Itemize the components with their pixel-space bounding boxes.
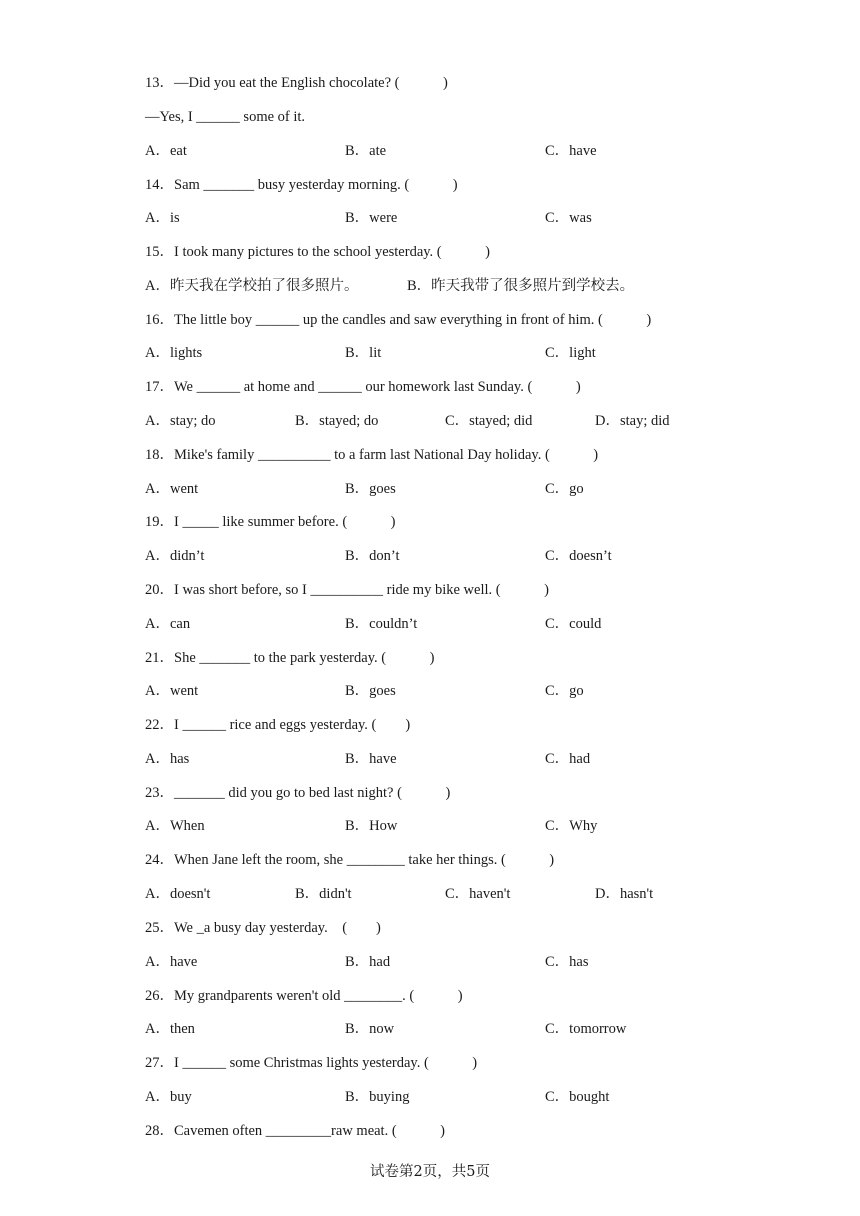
question-22-option-a: A．has	[145, 751, 190, 767]
question-16-option-b: B．lit	[345, 345, 382, 361]
question-17-option-c: C．stayed; did	[445, 413, 533, 429]
question-23-option-b: B．How	[345, 818, 398, 834]
question-21-option-b: B．goes	[345, 683, 396, 699]
question-25-stem: 25．We _a busy day yesterday. ( )	[145, 920, 381, 936]
question-19-option-c: C．doesn’t	[545, 548, 612, 564]
question-24-stem: 24．When Jane left the room, she ________ take her things. ( )	[145, 852, 555, 868]
question-21-option-a: A．went	[145, 683, 199, 699]
question-14-option-a: A．is	[145, 210, 180, 226]
question-22-stem: 22．I ______ rice and eggs yesterday. ( )	[145, 717, 411, 733]
question-15-stem: 15．I took many pictures to the school yesterday. ( )	[145, 244, 490, 260]
question-13-stem: 13．—Did you eat the English chocolate? ( )	[145, 75, 448, 91]
question-27-stem: 27．I ______ some Christmas lights yesterday. ( )	[145, 1055, 478, 1071]
question-26-stem: 26．My grandparents weren't old ________. ( )	[145, 988, 463, 1004]
page-footer: 试卷第2页，共5页	[370, 1164, 490, 1180]
question-27-option-c: C．bought	[545, 1089, 610, 1105]
question-26-option-b: B．now	[345, 1021, 395, 1037]
question-18-stem: 18．Mike's family __________ to a farm last National Day holiday. ( )	[145, 447, 599, 463]
question-18-option-b: B．goes	[345, 481, 396, 497]
question-15-option-b: B．昨天我带了很多照片到学校去。	[407, 278, 635, 294]
question-27-option-a: A．buy	[145, 1089, 192, 1105]
question-23-option-a: A．When	[145, 818, 205, 834]
question-17-option-d: D．stay; did	[595, 413, 670, 429]
question-24-option-c: C．haven't	[445, 886, 511, 902]
question-18-option-c: C．go	[545, 481, 584, 497]
question-16-stem: 16．The little boy ______ up the candles and saw everything in front of him. ( )	[145, 312, 652, 328]
question-24-option-a: A．doesn't	[145, 886, 211, 902]
question-16-option-c: C．light	[545, 345, 596, 361]
question-16-option-a: A．lights	[145, 345, 203, 361]
question-13-answer-line: —Yes, I ______ some of it.	[145, 109, 306, 125]
question-28-stem: 28．Cavemen often _________raw meat. ( )	[145, 1123, 445, 1139]
question-25-option-a: A．have	[145, 954, 198, 970]
question-20-stem: 20．I was short before, so I __________ ride my bike well. ( )	[145, 582, 549, 598]
question-19-option-a: A．didn’t	[145, 548, 205, 564]
question-27-option-b: B．buying	[345, 1089, 410, 1105]
question-13-option-c: C．have	[545, 143, 597, 159]
question-17-option-b: B．stayed; do	[295, 413, 379, 429]
question-20-option-b: B．couldn’t	[345, 616, 418, 632]
question-19-option-b: B．don’t	[345, 548, 400, 564]
question-22-option-c: C．had	[545, 751, 591, 767]
question-24-option-d: D．hasn't	[595, 886, 654, 902]
question-26-option-a: A．then	[145, 1021, 195, 1037]
question-20-option-a: A．can	[145, 616, 191, 632]
question-15-option-a: A．昨天我在学校拍了很多照片。	[145, 278, 359, 294]
question-21-option-c: C．go	[545, 683, 584, 699]
question-14-option-b: B．were	[345, 210, 398, 226]
question-21-stem: 21．She _______ to the park yesterday. ( )	[145, 650, 435, 666]
question-25-option-c: C．has	[545, 954, 589, 970]
question-22-option-b: B．have	[345, 751, 397, 767]
question-24-option-b: B．didn't	[295, 886, 352, 902]
question-17-stem: 17．We ______ at home and ______ our homework last Sunday. ( )	[145, 379, 581, 395]
question-19-stem: 19．I _____ like summer before. ( )	[145, 514, 396, 530]
question-23-option-c: C．Why	[545, 818, 598, 834]
question-13-option-b: B．ate	[345, 143, 387, 159]
question-26-option-c: C．tomorrow	[545, 1021, 627, 1037]
question-13-option-a: A．eat	[145, 143, 187, 159]
question-14-option-c: C．was	[545, 210, 592, 226]
question-23-stem: 23．_______ did you go to bed last night? ( )	[145, 785, 451, 801]
question-17-option-a: A．stay; do	[145, 413, 216, 429]
question-18-option-a: A．went	[145, 481, 199, 497]
question-14-stem: 14．Sam _______ busy yesterday morning. ( )	[145, 177, 458, 193]
question-20-option-c: C．could	[545, 616, 602, 632]
question-25-option-b: B．had	[345, 954, 391, 970]
